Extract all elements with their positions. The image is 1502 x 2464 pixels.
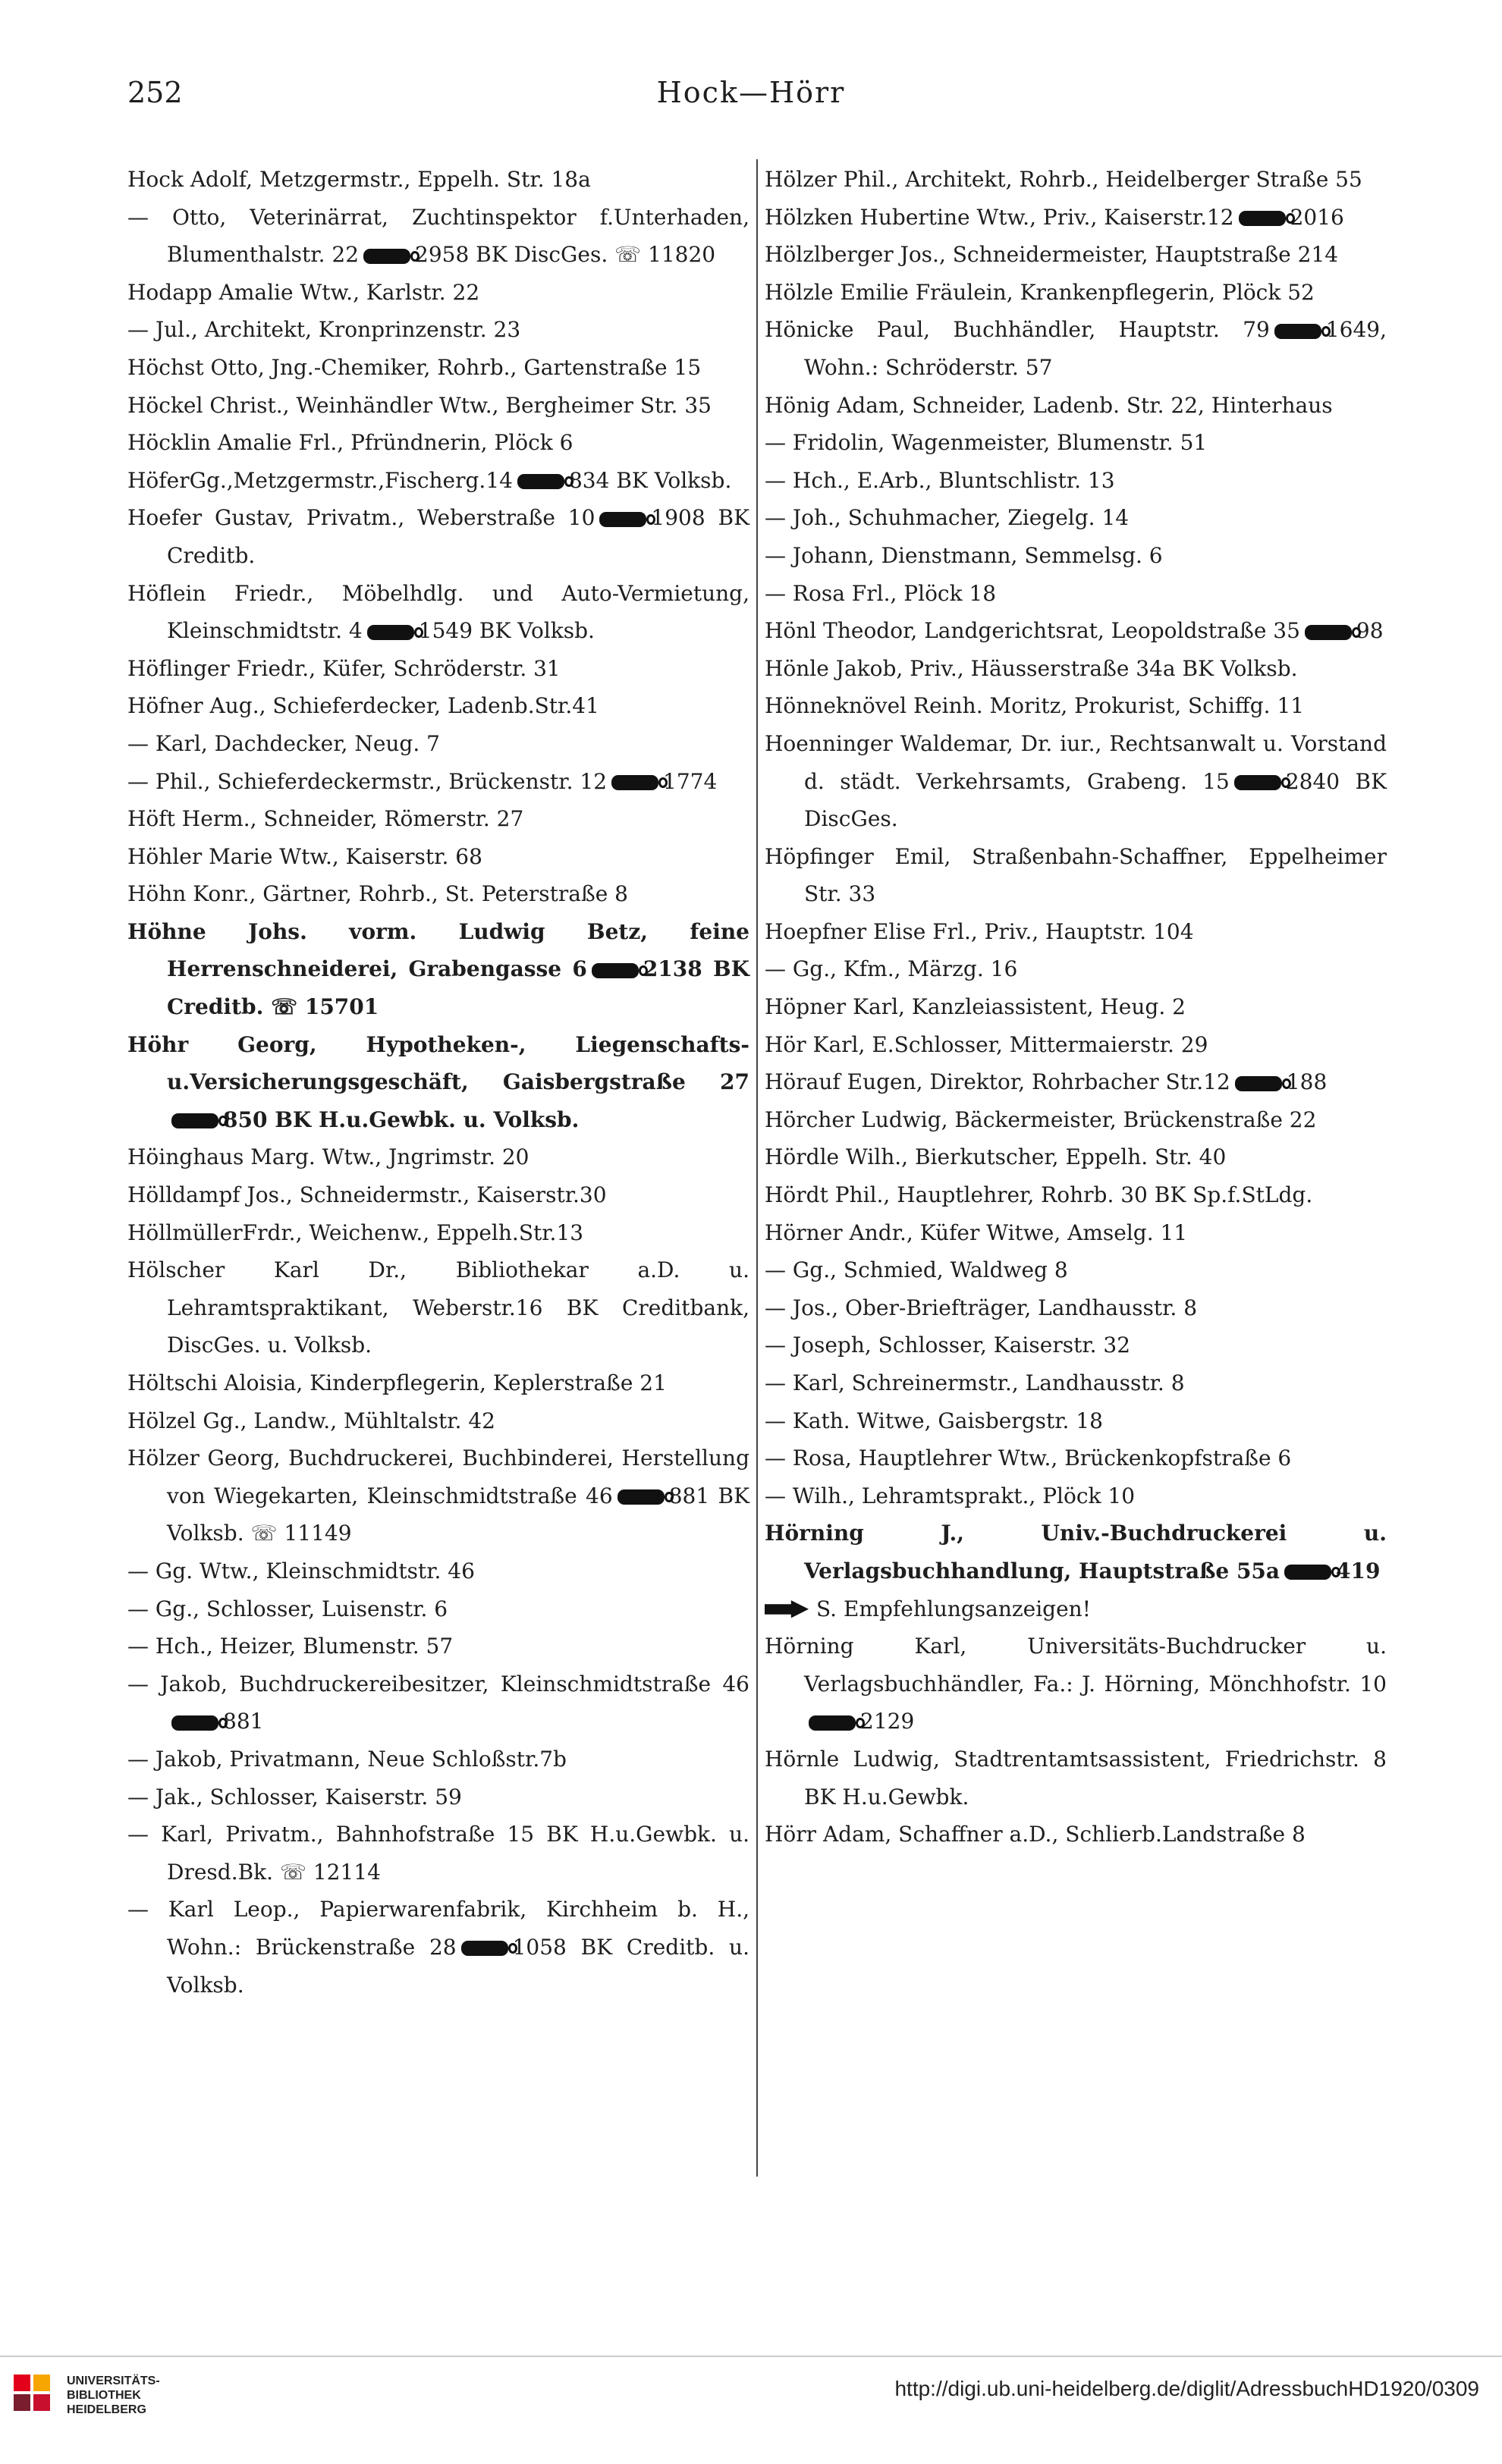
- entry-text: Hölzer Phil., Architekt, Rohrb., Heidelberger Straße 55: [765, 167, 1362, 192]
- phone-number: 1908: [651, 505, 705, 531]
- telephone-icon: [1239, 211, 1286, 226]
- directory-entry: [765, 725, 1387, 838]
- directory-entry: [127, 575, 749, 650]
- right-column: [765, 161, 1387, 1853]
- directory-entry: [127, 800, 749, 838]
- entry-text: — Otto, Veterinärrat, Zuchtinspektor f.Unterhaden, Blumenthalstr. 22: [127, 204, 749, 268]
- entry-text: Hörnle Ludwig, Stadtrentamtsassistent, Friedrichstr. 8 BK H.u.Gewbk.: [765, 1746, 1387, 1810]
- entry-text: Hoenninger Waldemar, Dr. iur., Rechtsanwalt u. Vorstand d. städt. Verkehrsamts, Grabeng. 15: [765, 730, 1387, 794]
- phone-number: 2129: [860, 1709, 915, 1734]
- phone-number: 2840: [1285, 768, 1340, 794]
- directory-entry: [127, 1816, 749, 1891]
- phone-number: 881: [668, 1483, 710, 1508]
- entry-suffix: BK DiscGes. ☏ 11820: [469, 242, 716, 268]
- directory-entry: [127, 1402, 749, 1440]
- directory-entry: [765, 988, 1387, 1026]
- telephone-icon: [1305, 625, 1352, 640]
- directory-entry: [765, 537, 1387, 575]
- column-divider: [756, 159, 758, 2177]
- directory-entry: [765, 838, 1387, 913]
- entry-suffix: BK Volksb.: [473, 618, 595, 644]
- phone-number: 834: [568, 467, 610, 493]
- directory-entry: [765, 1364, 1387, 1402]
- phone-number: 1549: [418, 618, 473, 644]
- entry-text: Höhne Johs. vorm. Ludwig Betz, feine Herrenschneiderei, Grabengasse 6: [127, 918, 749, 982]
- directory-entry: [765, 612, 1387, 650]
- entry-text: — Joh., Schuhmacher, Ziegelg. 14: [765, 505, 1130, 531]
- entry-text: — Gg., Kfm., Märzg. 16: [765, 956, 1018, 982]
- directory-entry: [765, 499, 1387, 537]
- footer-rule: [0, 2356, 1502, 2357]
- entry-text: Hönl Theodor, Landgerichtsrat, Leopoldstraße 35: [765, 618, 1300, 644]
- directory-entry: [127, 387, 749, 425]
- pointing-hand-icon: [765, 1600, 809, 1620]
- phone-number: 1774: [663, 768, 718, 794]
- directory-entry: [765, 1627, 1387, 1740]
- entry-text: Höhn Konr., Gärtner, Rohrb., St. Peterstraße 8: [127, 881, 628, 907]
- entry-suffix: , Wohn.: Schröderstr. 57: [804, 317, 1387, 380]
- entry-text: — Johann, Dienstmann, Semmelsg. 6: [765, 542, 1163, 568]
- directory-entry: [127, 838, 749, 876]
- telephone-icon: [363, 249, 410, 264]
- directory-entry: [127, 1251, 749, 1364]
- directory-entry: [765, 913, 1387, 951]
- entry-text: — Kath. Witwe, Gaisbergstr. 18: [765, 1408, 1103, 1433]
- phone-number: 2016: [1290, 204, 1344, 230]
- telephone-icon: [367, 625, 414, 640]
- entry-text: HöllmüllerFrdr., Weichenw., Eppelh.Str.13: [127, 1219, 584, 1245]
- entry-text: — Jakob, Buchdruckereibesitzer, Kleinschmidtstraße 46: [127, 1671, 749, 1697]
- telephone-icon: [1234, 775, 1281, 790]
- directory-entry: [127, 424, 749, 462]
- directory-entry: [127, 311, 749, 349]
- directory-entry: [127, 1740, 749, 1778]
- entry-text: — Joseph, Schlosser, Kaiserstr. 32: [765, 1332, 1131, 1358]
- directory-entry: [127, 1590, 749, 1628]
- entry-text: — Karl, Schreinermstr., Landhausstr. 8: [765, 1370, 1185, 1395]
- entry-text: Hölldampf Jos., Schneidermstr., Kaiserstr.30: [127, 1182, 607, 1208]
- entry-suffix: BK Creditb. u. Volksb.: [167, 1934, 749, 1998]
- directory-entry: [127, 1439, 749, 1552]
- entry-text: — Fridolin, Wagenmeister, Blumenstr. 51: [765, 430, 1208, 456]
- telephone-icon: [592, 963, 639, 978]
- entry-text: Hölzer Georg, Buchdruckerei, Buchbinderei, Herstellung von Wiegekarten, Kleinschmidtstraße 46: [127, 1445, 749, 1508]
- entry-text: — Hch., E.Arb., Bluntschlistr. 13: [765, 467, 1115, 493]
- directory-entry: [127, 1138, 749, 1176]
- telephone-icon: [1274, 324, 1321, 339]
- directory-entry: [127, 349, 749, 387]
- telephone-icon: [809, 1715, 856, 1731]
- running-head: Hock—Hörr: [656, 76, 846, 109]
- directory-entry: [127, 725, 749, 763]
- directory-entry: [127, 1627, 749, 1665]
- entry-suffix: BK DiscGes.: [804, 768, 1387, 832]
- entry-text: Hönle Jakob, Priv., Häusserstraße 34a BK Volksb.: [765, 655, 1298, 681]
- entry-text: Höckel Christ., Weinhändler Wtw., Bergheimer Str. 35: [127, 392, 712, 418]
- directory-entry: [765, 1402, 1387, 1440]
- entry-text: Hölzel Gg., Landw., Mühltalstr. 42: [127, 1408, 495, 1433]
- directory-entry: [765, 274, 1387, 312]
- directory-entry: [127, 687, 749, 725]
- entry-text: Hölzken Hubertine Wtw., Priv., Kaiserstr.12: [765, 204, 1234, 230]
- phone-number: 850: [223, 1106, 268, 1132]
- directory-entry: [765, 1816, 1387, 1853]
- entry-text: Hörning Karl, Universitäts-Buchdrucker u. Verlagsbuchhändler, Fa.: J. Hörning, Mönchhofstr. 10: [765, 1634, 1387, 1697]
- directory-entry: [127, 274, 749, 312]
- library-logo: [14, 2374, 160, 2417]
- directory-entry: [127, 1778, 749, 1816]
- logo-line: HEIDELBERG: [67, 2403, 146, 2416]
- entry-text: — Gg., Schmied, Waldweg 8: [765, 1257, 1068, 1283]
- directory-entry: [127, 875, 749, 913]
- directory-entry: [127, 1891, 749, 2004]
- entry-text: — Gg., Schlosser, Luisenstr. 6: [127, 1596, 448, 1621]
- entry-text: Hölzlberger Jos., Schneidermeister, Hauptstraße 214: [765, 242, 1339, 268]
- phone-number: 1058: [512, 1934, 567, 1960]
- entry-suffix: BK H.u.Gewbk. u. Volksb.: [267, 1106, 580, 1132]
- directory-entry: [765, 687, 1387, 725]
- entry-text: Höhr Georg, Hypotheken-, Liegenschafts- u.Versicherungsgeschäft, Gaisbergstraße 27: [127, 1031, 749, 1095]
- directory-entry: [127, 1176, 749, 1214]
- entry-text: — Rosa, Hauptlehrer Wtw., Brückenkopfstraße 6: [765, 1445, 1292, 1471]
- entry-text: — Phil., Schieferdeckermstr., Brückenstr. 12: [127, 768, 608, 794]
- entry-text: Hönig Adam, Schneider, Ladenb. Str. 22, Hinterhaus: [765, 392, 1333, 418]
- directory-entry: [127, 462, 749, 500]
- directory-entry: [765, 1439, 1387, 1477]
- phone-number: 1649: [1325, 317, 1381, 343]
- directory-entry: [127, 499, 749, 574]
- entry-text: Hör Karl, E.Schlosser, Mittermaierstr. 29: [765, 1031, 1208, 1057]
- directory-entry: [127, 1552, 749, 1590]
- entry-text: Höchst Otto, Jng.-Chemiker, Rohrb., Gartenstraße 15: [127, 354, 702, 380]
- entry-text: Hölzle Emilie Fräulein, Krankenpflegerin, Plöck 52: [765, 279, 1315, 305]
- entry-text: HöferGg.,Metzgermstr.,Fischerg.14: [127, 467, 513, 493]
- directory-entry: [765, 1138, 1387, 1176]
- directory-entry: [765, 1214, 1387, 1252]
- entry-text: Höhler Marie Wtw., Kaiserstr. 68: [127, 843, 482, 869]
- entry-text: Hoefer Gustav, Privatm., Weberstraße 10: [127, 505, 595, 531]
- entry-text: Hörning J., Univ.-Buchdruckerei u. Verlagsbuchhandlung, Hauptstraße 55a: [765, 1521, 1387, 1584]
- entry-text: — Jak., Schlosser, Kaiserstr. 59: [127, 1784, 462, 1810]
- entry-text: Hörauf Eugen, Direktor, Rohrbacher Str.12: [765, 1069, 1230, 1095]
- directory-entry: [127, 1665, 749, 1740]
- directory-entry: [127, 1214, 749, 1252]
- entry-text: Hördt Phil., Hauptlehrer, Rohrb. 30 BK Sp.f.StLdg.: [765, 1182, 1313, 1208]
- directory-entry: [127, 1026, 749, 1139]
- entry-text: Hördle Wilh., Bierkutscher, Eppelh. Str. 40: [765, 1144, 1227, 1170]
- phone-number: 2958: [415, 242, 470, 268]
- entry-suffix: BK Volksb.: [609, 467, 732, 493]
- telephone-icon: [461, 1941, 508, 1956]
- directory-entry: [765, 1251, 1387, 1289]
- entry-text: Höflinger Friedr., Küfer, Schröderstr. 31: [127, 655, 561, 681]
- left-column: [127, 161, 749, 2004]
- entry-text: Hoepfner Elise Frl., Priv., Hauptstr. 104: [765, 918, 1194, 944]
- telephone-icon: [171, 1715, 218, 1731]
- directory-entry: [765, 199, 1387, 237]
- entry-text: — Jakob, Privatmann, Neue Schloßstr.7b: [127, 1746, 567, 1772]
- logo-line: BIBLIOTHEK: [67, 2389, 141, 2402]
- entry-suffix: BK Creditb. ☏ 15701: [167, 956, 749, 1020]
- directory-entry: [765, 462, 1387, 500]
- entry-suffix: BK Volksb. ☏ 11149: [167, 1483, 749, 1546]
- directory-entry: [765, 1590, 1387, 1628]
- directory-entry: [765, 575, 1387, 613]
- entry-text: — Karl Leop., Papierwarenfabrik, Kirchheim b. H., Wohn.: Brückenstraße 28: [127, 1897, 749, 1960]
- entry-text: Höinghaus Marg. Wtw., Jngrimstr. 20: [127, 1144, 529, 1170]
- entry-text: Hönneknövel Reinh. Moritz, Prokurist, Schiffg. 11: [765, 693, 1305, 719]
- telephone-icon: [1284, 1565, 1331, 1580]
- entry-text: — Jul., Architekt, Kronprinzenstr. 23: [127, 317, 521, 343]
- phone-number: 881: [223, 1709, 264, 1734]
- telephone-icon: [617, 1489, 665, 1505]
- entry-text: Hörner Andr., Küfer Witwe, Amselg. 11: [765, 1219, 1188, 1245]
- directory-entry: [765, 236, 1387, 274]
- directory-entry: [127, 913, 749, 1026]
- directory-entry: [127, 1364, 749, 1402]
- entry-suffix: BK Creditb.: [167, 505, 749, 568]
- directory-entry: [765, 1514, 1387, 1590]
- entry-text: — Wilh., Lehramtsprakt., Plöck 10: [765, 1483, 1136, 1508]
- entry-text: — Rosa Frl., Plöck 18: [765, 580, 997, 606]
- directory-entry: [765, 1101, 1387, 1139]
- directory-entry: [765, 311, 1387, 386]
- entry-text: Höft Herm., Schneider, Römerstr. 27: [127, 806, 524, 832]
- entry-text: Hock Adolf, Metzgermstr., Eppelh. Str. 18a: [127, 167, 591, 192]
- directory-entry: [127, 199, 749, 274]
- directory-entry: [765, 1176, 1387, 1214]
- telephone-icon: [611, 775, 658, 790]
- entry-text: Hörcher Ludwig, Bäckermeister, Brückenstraße 22: [765, 1106, 1317, 1132]
- directory-entry: [765, 1740, 1387, 1816]
- page-number: 252: [127, 76, 183, 109]
- entry-text: — Karl, Dachdecker, Neug. 7: [127, 730, 440, 756]
- entry-text: S. Empfehlungsanzeigen!: [816, 1596, 1091, 1621]
- telephone-icon: [1235, 1076, 1282, 1091]
- entry-text: Höltschi Aloisia, Kinderpflegerin, Keplerstraße 21: [127, 1370, 667, 1395]
- library-logo-icon: [14, 2375, 56, 2417]
- entry-text: Höpfinger Emil, Straßenbahn-Schaffner, Eppelheimer Str. 33: [765, 843, 1387, 907]
- directory-entry: [765, 1289, 1387, 1327]
- logo-line: UNIVERSITÄTS-: [67, 2375, 160, 2387]
- directory-entry: [765, 650, 1387, 688]
- directory-entry: [765, 950, 1387, 988]
- directory-entry: [765, 161, 1387, 199]
- directory-entry: [127, 650, 749, 688]
- entry-text: Hörr Adam, Schaffner a.D., Schlierb.Landstraße 8: [765, 1822, 1306, 1847]
- directory-entry: [765, 1063, 1387, 1101]
- phone-number: 419: [1336, 1558, 1381, 1584]
- entry-text: Höflein Friedr., Möbelhdlg. und Auto-Vermietung, Kleinschmidtstr. 4: [127, 580, 749, 644]
- entry-text: Höcklin Amalie Frl., Pfründnerin, Plöck 6: [127, 430, 573, 456]
- entry-text: Höpner Karl, Kanzleiassistent, Heug. 2: [765, 994, 1186, 1020]
- telephone-icon: [171, 1113, 218, 1128]
- directory-entry: [127, 763, 749, 801]
- entry-text: — Gg. Wtw., Kleinschmidtstr. 46: [127, 1558, 475, 1584]
- entry-text: — Karl, Privatm., Bahnhofstraße 15 BK H.u.Gewbk. u. Dresd.Bk. ☏ 12114: [127, 1822, 749, 1885]
- entry-text: Hönicke Paul, Buchhändler, Hauptstr. 79: [765, 317, 1270, 343]
- directory-entry: [765, 1326, 1387, 1364]
- entry-text: — Hch., Heizer, Blumenstr. 57: [127, 1634, 454, 1659]
- telephone-icon: [599, 512, 646, 527]
- entry-text: Höfner Aug., Schieferdecker, Ladenb.Str.41: [127, 693, 599, 719]
- directory-entry: [765, 1026, 1387, 1064]
- entry-text: Hölscher Karl Dr., Bibliothekar a.D. u. Lehramtspraktikant, Weberstr.16 BK Creditbank, DiscGes. u. Volksb.: [127, 1257, 749, 1358]
- directory-entry: [765, 387, 1387, 425]
- telephone-icon: [517, 474, 564, 489]
- entry-text: — Jos., Ober-Briefträger, Landhausstr. 8: [765, 1295, 1198, 1320]
- phone-number: 188: [1286, 1069, 1328, 1095]
- entry-text: Hodapp Amalie Wtw., Karlstr. 22: [127, 279, 480, 305]
- phone-number: 2138: [643, 956, 702, 982]
- source-url[interactable]: http://digi.ub.uni-heidelberg.de/diglit/AdressbuchHD1920/0309: [894, 2377, 1479, 2400]
- directory-entry: [127, 161, 749, 199]
- directory-entry: [765, 1477, 1387, 1515]
- directory-entry: [765, 424, 1387, 462]
- phone-number: 98: [1356, 618, 1384, 644]
